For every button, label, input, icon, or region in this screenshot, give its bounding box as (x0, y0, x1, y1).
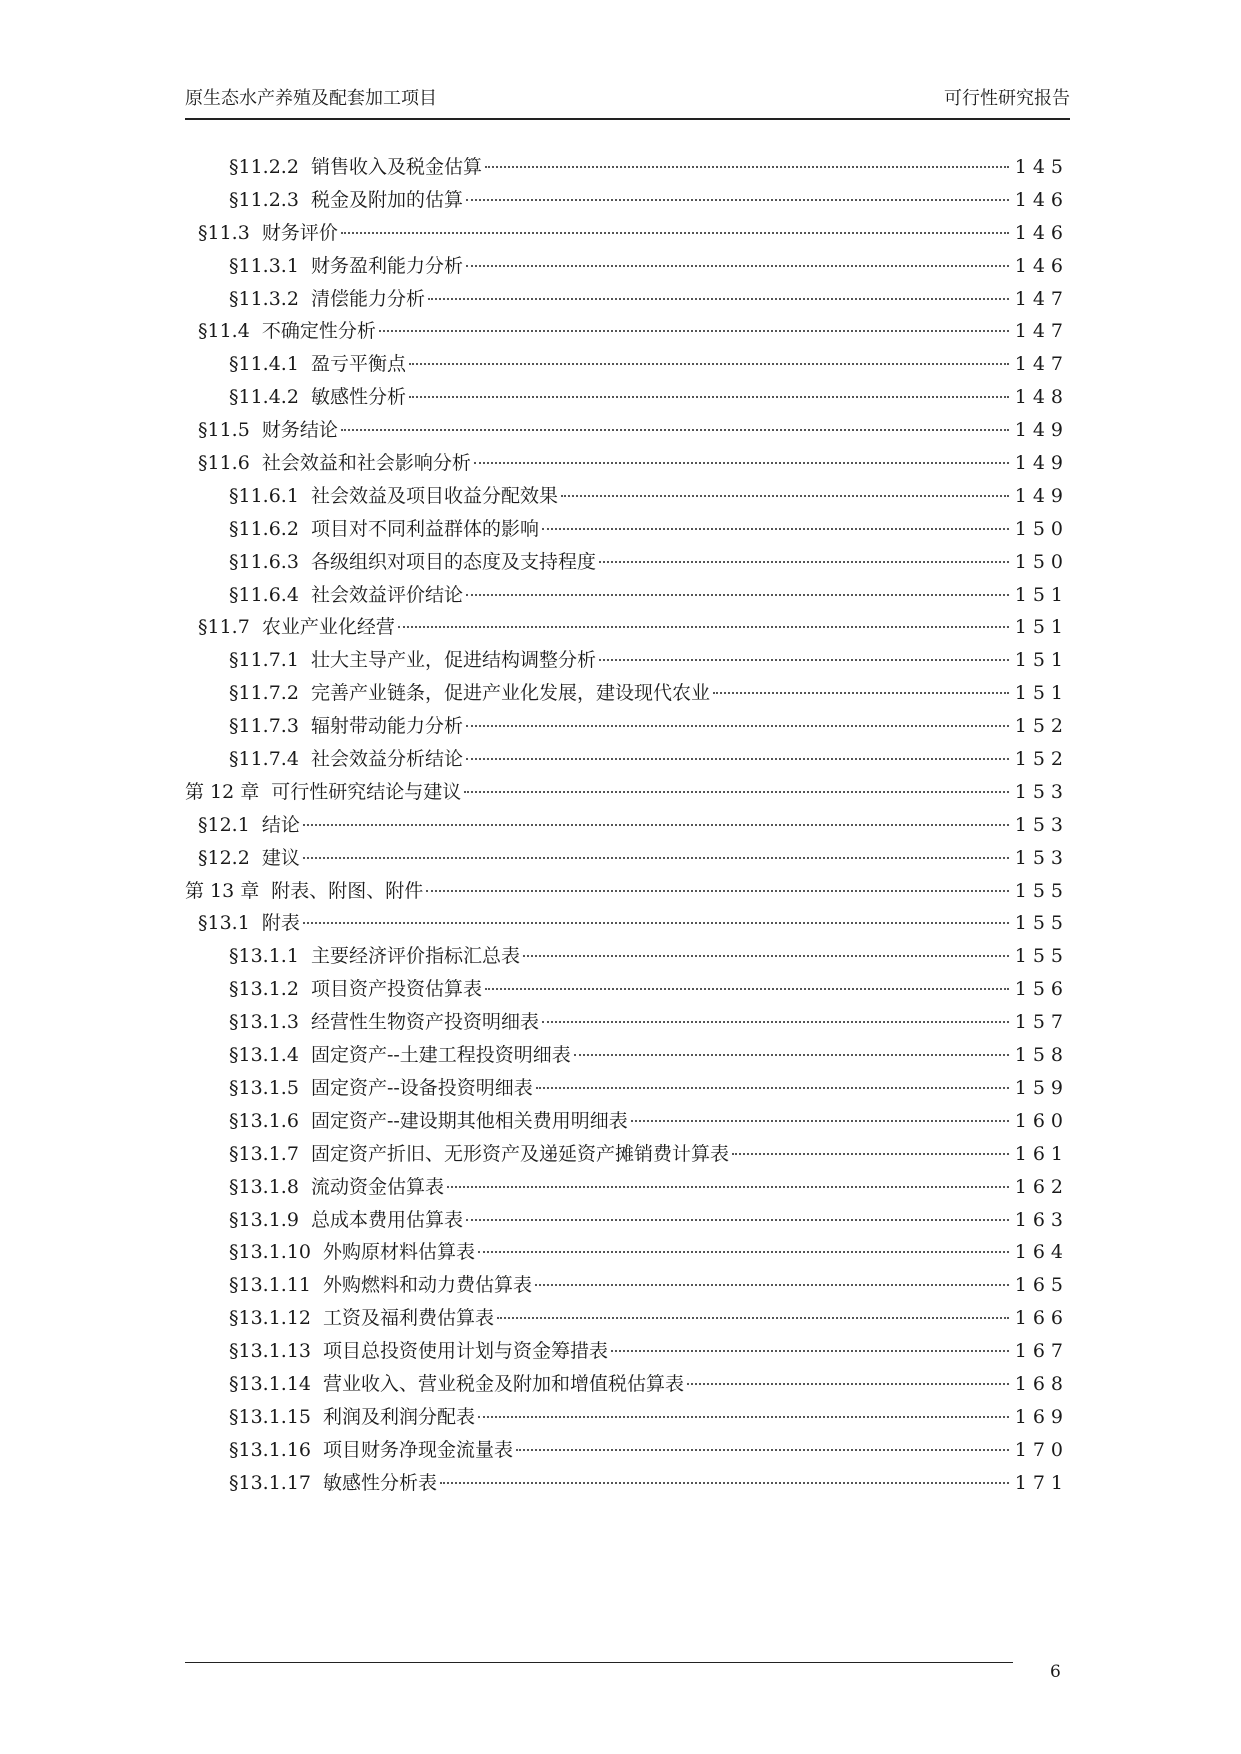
toc-entry-title: 固定资产--建设期其他相关费用明细表 (310, 1109, 628, 1132)
toc-entry-title: 不确定性分析 (261, 320, 376, 343)
dot-leader (523, 955, 1009, 957)
toc-entry[interactable] (185, 384, 1069, 417)
toc-entry[interactable] (185, 1404, 1069, 1437)
toc-entry[interactable] (185, 910, 1069, 943)
toc-entry-title: 敏感性分析 (310, 386, 406, 409)
toc-entry-number: §11.7.2 (229, 682, 299, 705)
toc-entry-number: 第 12 章 (185, 780, 260, 803)
dot-leader (497, 1317, 1009, 1319)
toc-entry-title: 税金及附加的估算 (310, 188, 463, 211)
dot-leader (409, 396, 1009, 398)
toc-entry[interactable] (185, 286, 1069, 319)
toc-entry-number: §13.1.10 (229, 1241, 312, 1264)
toc-entry[interactable] (185, 220, 1069, 253)
toc-entry-title: 财务结论 (261, 419, 338, 442)
toc-entry-title: 总成本费用估算表 (310, 1208, 463, 1231)
toc-entry-title: 外购燃料和动力费估算表 (323, 1274, 533, 1297)
dot-leader (341, 429, 1009, 431)
dot-leader (561, 495, 1009, 497)
toc-entry-page: 159 (1014, 1076, 1069, 1099)
toc-entry-page: 150 (1014, 517, 1069, 540)
dot-leader (466, 1219, 1009, 1221)
toc-entry-number: §11.7 (198, 616, 250, 639)
toc-entry-title: 清偿能力分析 (310, 287, 425, 310)
toc-entry[interactable] (185, 417, 1069, 450)
toc-entry[interactable] (185, 1371, 1069, 1404)
toc-entry-page: 148 (1014, 386, 1069, 409)
toc-entry-page: 146 (1014, 188, 1069, 211)
toc-entry[interactable] (185, 812, 1069, 845)
toc-entry-page: 157 (1014, 1011, 1069, 1034)
toc-entry-number: 第 13 章 (185, 879, 260, 902)
toc-entry-number: §13.1.11 (229, 1274, 312, 1297)
toc-entry-number: §13.1.1 (229, 945, 299, 968)
toc-entry[interactable] (185, 582, 1069, 615)
toc-entry-page: 162 (1014, 1175, 1069, 1198)
toc-entry-page: 153 (1014, 813, 1069, 836)
toc-entry-title: 附表、附图、附件 (271, 879, 424, 902)
dot-leader (485, 988, 1009, 990)
toc-entry-number: §11.3 (198, 221, 250, 244)
page-number: 6 (1050, 1662, 1061, 1682)
footer-rule (185, 1662, 1013, 1663)
toc-entry-number: §11.2.3 (229, 188, 299, 211)
toc-entry[interactable] (185, 1207, 1069, 1240)
toc-entry-title: 流动资金估算表 (310, 1175, 444, 1198)
table-of-contents (185, 154, 1069, 1503)
dot-leader (341, 232, 1009, 234)
dot-leader (440, 1482, 1009, 1484)
dot-leader (599, 659, 1009, 661)
dot-leader (478, 1251, 1009, 1253)
dot-leader (485, 166, 1009, 168)
toc-entry-title: 社会效益评价结论 (310, 583, 463, 606)
toc-entry[interactable] (185, 549, 1069, 582)
toc-entry-page: 166 (1014, 1307, 1069, 1330)
dot-leader (599, 561, 1009, 563)
toc-entry[interactable] (185, 187, 1069, 220)
toc-entry-page: 151 (1014, 616, 1069, 639)
toc-entry[interactable] (185, 1305, 1069, 1338)
toc-entry[interactable] (185, 713, 1069, 746)
toc-entry-title: 主要经济评价指标汇总表 (310, 945, 520, 968)
toc-entry-page: 152 (1014, 715, 1069, 738)
toc-entry-page: 149 (1014, 419, 1069, 442)
toc-entry-page: 165 (1014, 1274, 1069, 1297)
toc-entry-title: 敏感性分析表 (323, 1471, 438, 1494)
toc-entry-number: §11.4.2 (229, 386, 299, 409)
toc-entry[interactable] (185, 1470, 1069, 1503)
toc-entry-page: 163 (1014, 1208, 1069, 1231)
toc-entry-page: 153 (1014, 846, 1069, 869)
toc-entry-number: §12.1 (198, 813, 250, 836)
toc-entry-number: §12.2 (198, 846, 250, 869)
toc-entry[interactable] (185, 1108, 1069, 1141)
toc-entry-page: 155 (1014, 879, 1069, 902)
dot-leader (474, 462, 1009, 464)
toc-entry-page: 146 (1014, 221, 1069, 244)
toc-entry-title: 利润及利润分配表 (323, 1405, 476, 1428)
dot-leader (713, 692, 1009, 694)
toc-entry-title: 社会效益及项目收益分配效果 (310, 484, 558, 507)
toc-entry-page: 167 (1014, 1340, 1069, 1363)
dot-leader (631, 1120, 1009, 1122)
toc-entry-title: 农业产业化经营 (261, 616, 395, 639)
toc-entry[interactable] (185, 516, 1069, 549)
toc-entry[interactable] (185, 253, 1069, 286)
toc-entry[interactable] (185, 647, 1069, 680)
toc-entry[interactable] (185, 1075, 1069, 1108)
toc-entry[interactable] (185, 1239, 1069, 1272)
toc-entry[interactable] (185, 746, 1069, 779)
toc-entry-title: 外购原材料估算表 (323, 1241, 476, 1264)
dot-leader (574, 1054, 1009, 1056)
dot-leader (466, 758, 1009, 760)
toc-entry-page: 146 (1014, 254, 1069, 277)
dot-leader (466, 725, 1009, 727)
toc-entry-title: 附表 (261, 912, 300, 935)
toc-entry-number: §13.1.17 (229, 1471, 312, 1494)
toc-entry-page: 147 (1014, 287, 1069, 310)
toc-entry[interactable] (185, 943, 1069, 976)
toc-entry[interactable] (185, 318, 1069, 351)
toc-entry[interactable] (185, 976, 1069, 1009)
toc-entry-number: §13.1.8 (229, 1175, 299, 1198)
toc-entry[interactable] (185, 1141, 1069, 1174)
toc-entry-page: 169 (1014, 1405, 1069, 1428)
toc-entry[interactable] (185, 483, 1069, 516)
dot-leader (466, 594, 1009, 596)
toc-entry-title: 壮大主导产业，促进结构调整分析 (310, 649, 596, 672)
dot-leader (398, 626, 1009, 628)
dot-leader (542, 1021, 1009, 1023)
toc-entry-number: §11.6.1 (229, 484, 299, 507)
toc-entry-title: 财务盈利能力分析 (310, 254, 463, 277)
toc-entry-title: 可行性研究结论与建议 (271, 780, 462, 803)
dot-leader (611, 1350, 1009, 1352)
toc-entry-number: §13.1 (198, 912, 250, 935)
toc-entry-number: §11.6.4 (229, 583, 299, 606)
toc-entry-title: 各级组织对项目的态度及支持程度 (310, 550, 596, 573)
toc-entry-page: 151 (1014, 682, 1069, 705)
toc-entry[interactable] (185, 450, 1069, 483)
toc-entry-page: 149 (1014, 452, 1069, 475)
toc-entry-page: 161 (1014, 1142, 1069, 1165)
toc-entry-page: 156 (1014, 978, 1069, 1001)
toc-entry[interactable] (185, 680, 1069, 713)
toc-entry-number: §13.1.2 (229, 978, 299, 1001)
dot-leader (536, 1087, 1009, 1089)
toc-entry-number: §11.6.2 (229, 517, 299, 540)
dot-leader (687, 1383, 1009, 1385)
toc-entry-title: 结论 (261, 813, 300, 836)
toc-entry-page: 171 (1014, 1471, 1069, 1494)
toc-entry-title: 社会效益分析结论 (310, 748, 463, 771)
document-title: 原生态水产养殖及配套加工项目 (185, 88, 437, 109)
dot-leader (542, 528, 1009, 530)
toc-entry-page: 160 (1014, 1109, 1069, 1132)
toc-entry-number: §11.7.3 (229, 715, 299, 738)
toc-entry-title: 辐射带动能力分析 (310, 715, 463, 738)
toc-entry-title: 项目资产投资估算表 (310, 978, 482, 1001)
toc-entry[interactable] (185, 779, 1069, 812)
toc-entry-number: §13.1.5 (229, 1076, 299, 1099)
toc-entry-number: §11.7.4 (229, 748, 299, 771)
dot-leader (516, 1449, 1009, 1451)
toc-entry-number: §13.1.15 (229, 1405, 312, 1428)
dot-leader (464, 791, 1008, 793)
dot-leader (428, 298, 1009, 300)
toc-entry-page: 147 (1014, 353, 1069, 376)
toc-entry-page: 155 (1014, 912, 1069, 935)
toc-entry-title: 营业收入、营业税金及附加和增值税估算表 (323, 1372, 685, 1395)
toc-entry[interactable] (185, 1437, 1069, 1470)
toc-entry-page: 149 (1014, 484, 1069, 507)
toc-entry[interactable] (185, 1042, 1069, 1075)
toc-entry-title: 盈亏平衡点 (310, 353, 406, 376)
dot-leader (303, 857, 1009, 859)
toc-entry-number: §13.1.4 (229, 1044, 299, 1067)
toc-entry-number: §11.4.1 (229, 353, 299, 376)
toc-entry-number: §11.2.2 (229, 156, 299, 178)
toc-entry-title: 固定资产--设备投资明细表 (310, 1076, 533, 1099)
toc-entry-title: 销售收入及税金估算 (310, 156, 482, 178)
toc-entry-title: 建议 (261, 846, 300, 869)
toc-entry-title: 财务评价 (261, 221, 338, 244)
dot-leader (732, 1153, 1009, 1155)
toc-entry-title: 项目对不同利益群体的影响 (310, 517, 539, 540)
toc-entry-number: §13.1.6 (229, 1109, 299, 1132)
dot-leader (447, 1186, 1009, 1188)
toc-entry[interactable] (185, 154, 1069, 187)
toc-entry-number: §13.1.3 (229, 1011, 299, 1034)
dot-leader (303, 824, 1009, 826)
toc-entry-page: 147 (1014, 320, 1069, 343)
toc-entry-title: 项目总投资使用计划与资金筹措表 (323, 1340, 609, 1363)
toc-entry-number: §13.1.16 (229, 1438, 312, 1461)
dot-leader (409, 363, 1009, 365)
toc-entry-number: §11.7.1 (229, 649, 299, 672)
dot-leader (466, 265, 1009, 267)
toc-entry[interactable] (185, 1174, 1069, 1207)
toc-entry-number: §13.1.13 (229, 1340, 312, 1363)
dot-leader (535, 1284, 1009, 1286)
toc-entry-page: 155 (1014, 945, 1069, 968)
toc-entry-page: 145 (1014, 156, 1069, 178)
toc-entry[interactable] (185, 1272, 1069, 1305)
toc-entry[interactable] (185, 1009, 1069, 1042)
toc-entry-page: 152 (1014, 748, 1069, 771)
toc-entry-page: 150 (1014, 550, 1069, 573)
toc-entry[interactable] (185, 351, 1069, 384)
toc-entry-title: 固定资产折旧、无形资产及递延资产摊销费计算表 (310, 1142, 729, 1165)
toc-entry-number: §11.3.2 (229, 287, 299, 310)
toc-entry-title: 工资及福利费估算表 (323, 1307, 495, 1330)
toc-entry-title: 项目财务净现金流量表 (323, 1438, 514, 1461)
dot-leader (478, 1416, 1009, 1418)
toc-entry-number: §13.1.14 (229, 1372, 312, 1395)
toc-entry-page: 164 (1014, 1241, 1069, 1264)
dot-leader (303, 922, 1009, 924)
toc-entry-number: §13.1.7 (229, 1142, 299, 1165)
toc-entry-page: 151 (1014, 583, 1069, 606)
toc-entry-page: 151 (1014, 649, 1069, 672)
toc-entry[interactable] (185, 878, 1069, 911)
toc-entry-page: 158 (1014, 1044, 1069, 1067)
toc-entry-title: 固定资产--土建工程投资明细表 (310, 1044, 571, 1067)
toc-entry-number: §11.6.3 (229, 550, 299, 573)
toc-entry-page: 168 (1014, 1372, 1069, 1395)
toc-entry-page: 153 (1014, 780, 1069, 803)
toc-entry-title: 经营性生物资产投资明细表 (310, 1011, 539, 1034)
toc-entry-number: §13.1.12 (229, 1307, 312, 1330)
dot-leader (379, 330, 1009, 332)
toc-entry-number: §11.5 (198, 419, 250, 442)
dot-leader (426, 890, 1008, 892)
toc-entry-number: §11.3.1 (229, 254, 299, 277)
dot-leader (466, 199, 1009, 201)
toc-entry-title: 社会效益和社会影响分析 (261, 452, 471, 475)
toc-entry-title: 完善产业链条，促进产业化发展，建设现代农业 (310, 682, 710, 705)
toc-entry-number: §13.1.9 (229, 1208, 299, 1231)
toc-entry-number: §11.4 (198, 320, 250, 343)
toc-entry[interactable] (185, 1338, 1069, 1371)
document-type: 可行性研究报告 (944, 88, 1070, 109)
toc-entry[interactable] (185, 614, 1069, 647)
toc-entry-number: §11.6 (198, 452, 250, 475)
toc-entry-page: 170 (1014, 1438, 1069, 1461)
toc-entry[interactable] (185, 845, 1069, 878)
page-header (185, 88, 1070, 120)
